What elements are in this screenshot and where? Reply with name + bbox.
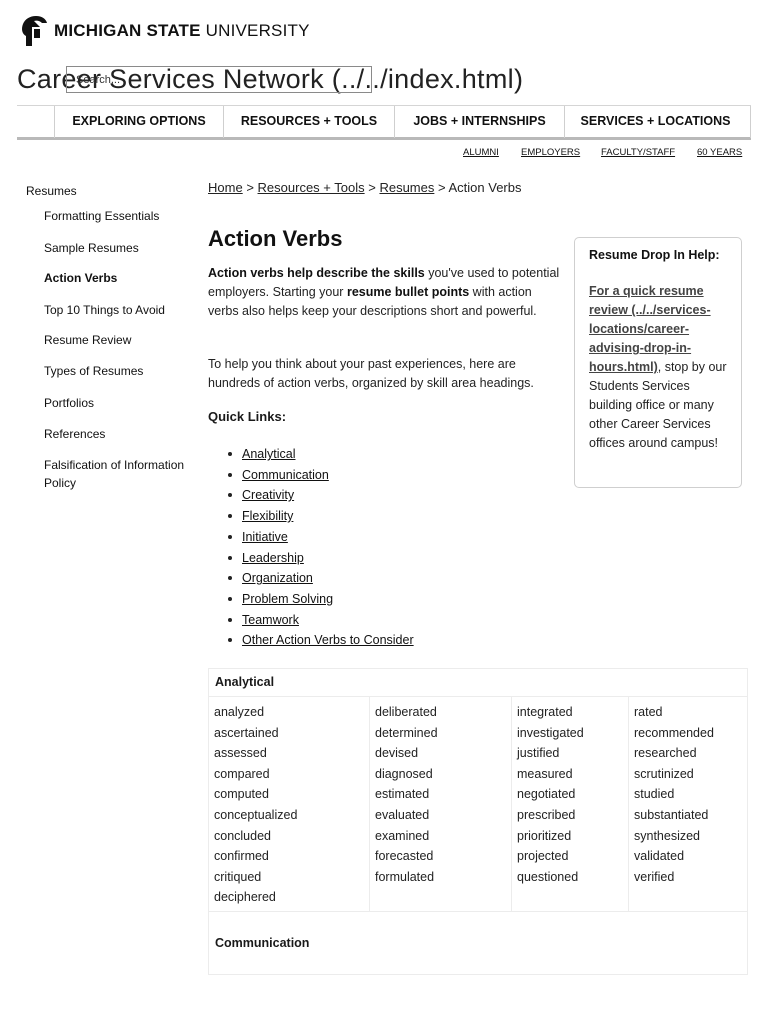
breadcrumb-resources[interactable]: Resources + Tools — [257, 180, 365, 195]
callout-title: Resume Drop In Help: — [589, 248, 720, 262]
verb-item: diagnosed — [375, 766, 433, 781]
quick-link-initiative[interactable]: Initiative — [242, 529, 288, 544]
sidebar-item-falsification-policy[interactable]: Falsification of Information Policy — [44, 458, 185, 490]
quick-link-teamwork[interactable]: Teamwork — [242, 612, 299, 627]
quick-link-analytical[interactable]: Analytical — [242, 447, 296, 461]
list-item — [228, 527, 414, 548]
analytical-columns — [209, 697, 747, 911]
verb-item: compared — [214, 766, 270, 781]
verb-item: substantiated — [634, 807, 709, 822]
verb-item: confirmed — [214, 849, 269, 864]
main-nav — [17, 105, 751, 140]
verb-item: prioritized — [517, 828, 572, 843]
intro-text-1: you've used to potential employers. Starting your — [208, 266, 560, 299]
verb-item: projected — [517, 849, 569, 864]
msu-brand[interactable] — [20, 14, 310, 48]
verb-column — [370, 697, 512, 911]
verb-item: forecasted — [375, 849, 434, 864]
context-paragraph: To help you think about your past experiences, here are hundreds of action verbs, organized by skill area headings. — [208, 357, 534, 390]
analytical-verbs-table — [208, 668, 748, 912]
quick-link-creativity[interactable]: Creativity — [242, 488, 295, 503]
sidebar-item-types-of-resumes[interactable]: Types of Resumes — [44, 364, 144, 378]
brand-bold: MICHIGAN STATE — [54, 21, 201, 40]
verb-item: concluded — [214, 828, 271, 843]
sidebar-item-formatting-essentials[interactable]: Formatting Essentials — [44, 209, 160, 223]
verb-item: measured — [517, 766, 573, 781]
util-employers[interactable]: EMPLOYERS — [521, 147, 581, 158]
list-item — [228, 444, 414, 465]
quick-links-heading: Quick Links: — [208, 409, 287, 424]
sidebar-item-action-verbs[interactable]: Action Verbs — [44, 271, 118, 285]
sidebar-item-top-10[interactable]: Top 10 Things to Avoid — [44, 303, 165, 317]
sidebar-item-sample-resumes[interactable]: Sample Resumes — [44, 241, 139, 255]
list-item — [228, 630, 414, 651]
callout-link[interactable]: For a quick resume review (../../services-locations/career-advising-drop-in-hours.html) — [589, 284, 711, 374]
verb-item: researched — [634, 746, 697, 761]
quick-link-communication[interactable]: Communication — [242, 467, 329, 482]
nav-divider — [750, 106, 751, 138]
verb-item: conceptualized — [214, 807, 298, 822]
quick-link-problem-solving[interactable]: Problem Solving — [242, 591, 334, 606]
sidebar-heading[interactable]: Resumes — [26, 184, 77, 198]
util-alumni[interactable]: ALUMNI — [463, 147, 499, 158]
quick-links-list — [228, 444, 414, 651]
list-item — [228, 506, 414, 527]
verb-item: ascertained — [214, 725, 279, 740]
verb-item: examined — [375, 828, 430, 843]
verb-item: recommended — [634, 725, 714, 740]
util-60-years[interactable]: 60 YEARS — [697, 147, 743, 158]
list-item — [228, 485, 414, 506]
breadcrumb-sep: > — [438, 180, 446, 195]
verb-item: determined — [375, 725, 438, 740]
nav-resources-tools[interactable]: RESOURCES + TOOLS — [223, 106, 394, 138]
breadcrumb-resumes[interactable]: Resumes — [379, 180, 435, 195]
util-faculty-staff[interactable]: FACULTY/STAFF — [601, 147, 676, 158]
intro-text-2: with action verbs also helps keep your descriptions short and powerful. — [208, 285, 537, 318]
resume-drop-in-callout — [574, 237, 742, 488]
callout-text: , stop by our Students Services building office or many other Career Services offices around campus! — [589, 360, 727, 450]
verb-item: rated — [634, 705, 663, 719]
verb-item: analyzed — [214, 705, 265, 719]
sidebar-item-resume-review[interactable]: Resume Review — [44, 333, 132, 347]
verb-item: scrutinized — [634, 766, 694, 781]
spartan-helmet-icon — [20, 14, 48, 48]
verb-item: computed — [214, 787, 269, 802]
verb-item: assessed — [214, 746, 267, 761]
verb-item: justified — [517, 746, 560, 761]
brand-regular: UNIVERSITY — [205, 21, 310, 40]
nav-jobs-internships[interactable]: JOBS + INTERNSHIPS — [394, 106, 564, 138]
verb-item: investigated — [517, 725, 584, 740]
list-item — [228, 568, 414, 589]
callout-body — [589, 282, 727, 453]
search-input[interactable] — [66, 66, 372, 93]
quick-link-other-verbs[interactable]: Other Action Verbs to Consider — [242, 633, 414, 648]
breadcrumb-sep: > — [246, 180, 254, 195]
breadcrumb — [208, 180, 522, 195]
verb-item: negotiated — [517, 787, 576, 802]
sidebar-item-references[interactable]: References — [44, 427, 106, 441]
verb-column — [629, 697, 747, 911]
verb-item: formulated — [375, 869, 435, 884]
verb-item: validated — [634, 849, 685, 864]
verb-item: deliberated — [375, 705, 437, 719]
intro-bold-2: resume bullet points — [346, 285, 470, 299]
quick-link-flexibility[interactable]: Flexibility — [242, 509, 294, 524]
verb-item: critiqued — [214, 869, 262, 884]
list-item — [228, 610, 414, 631]
list-item — [228, 548, 414, 569]
communication-verbs-table — [208, 911, 748, 975]
breadcrumb-home[interactable]: Home — [208, 180, 243, 195]
page-title: Action Verbs — [208, 226, 343, 251]
verb-item: studied — [634, 787, 675, 802]
verb-column — [209, 697, 370, 911]
intro-paragraph — [208, 264, 560, 321]
verb-item: integrated — [517, 705, 573, 719]
list-item — [228, 465, 414, 486]
breadcrumb-sep: > — [368, 180, 376, 195]
verb-item: estimated — [375, 787, 430, 802]
communication-heading: Communication — [215, 936, 310, 950]
site-title[interactable]: Career Services Network (../../index.html) — [17, 64, 524, 94]
verb-item: deciphered — [214, 890, 276, 905]
sidebar-item-portfolios[interactable]: Portfolios — [44, 396, 95, 410]
quick-link-organization[interactable]: Organization — [242, 571, 313, 586]
quick-link-leadership[interactable]: Leadership — [242, 550, 304, 565]
verb-item: questioned — [517, 869, 579, 884]
brand-wordmark — [54, 21, 310, 41]
verb-item: devised — [375, 746, 419, 761]
list-item — [228, 589, 414, 610]
verb-item: synthesized — [634, 828, 701, 843]
verb-item: evaluated — [375, 807, 430, 822]
breadcrumb-current: Action Verbs — [448, 180, 522, 195]
intro-bold-1: Action verbs help describe the skills — [208, 266, 425, 280]
verb-item: prescribed — [517, 807, 576, 822]
verb-item: verified — [634, 869, 675, 884]
analytical-heading: Analytical — [209, 669, 747, 697]
nav-services-locations[interactable]: SERVICES + LOCATIONS — [564, 106, 746, 138]
verb-column — [512, 697, 629, 911]
nav-exploring-options[interactable]: EXPLORING OPTIONS — [54, 106, 223, 138]
